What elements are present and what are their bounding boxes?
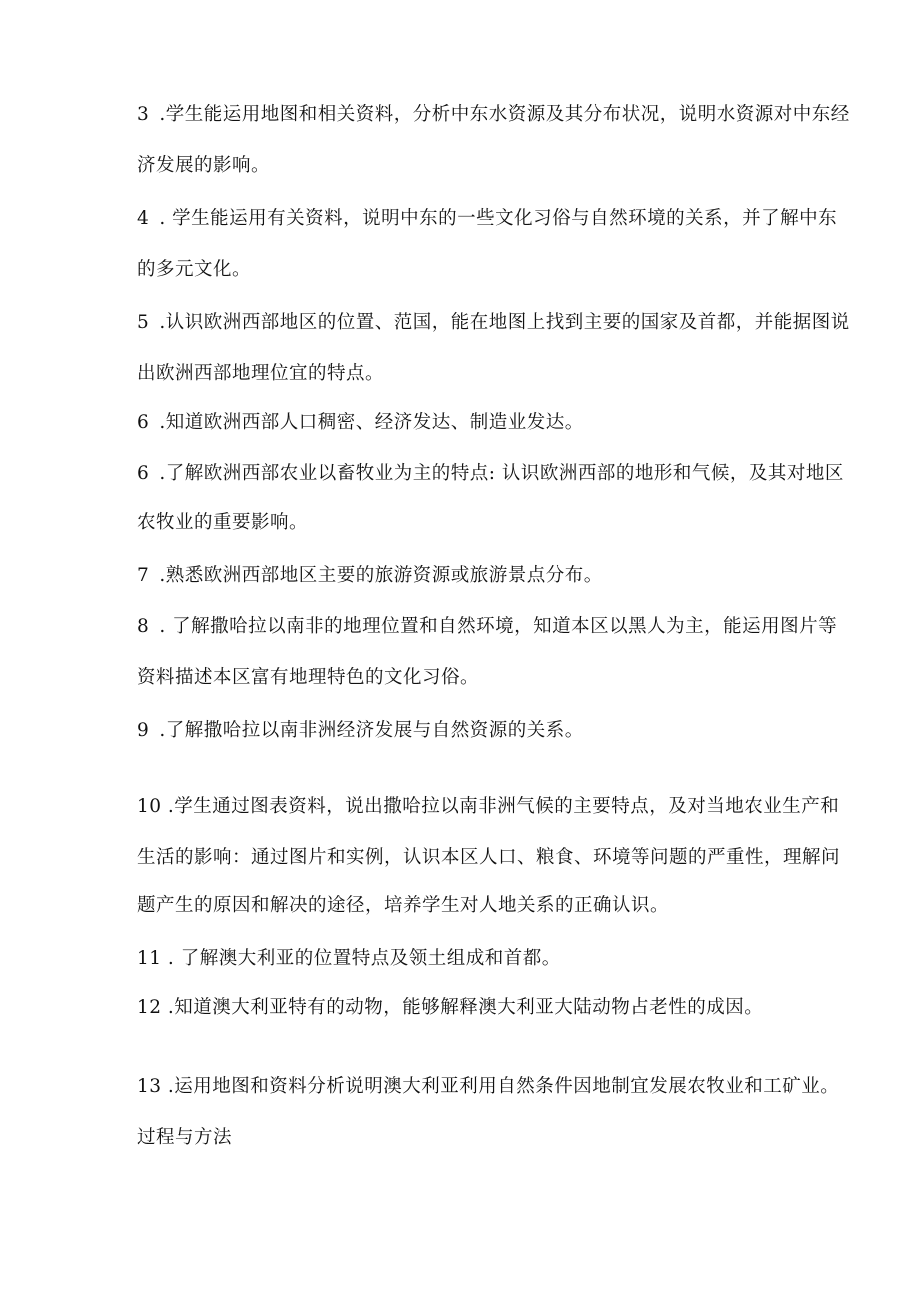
item-text: .认识欧洲西部地区的位置、范国，能在地图上找到主要的国家及首都，并能据图说 bbox=[153, 312, 850, 333]
item-4-line-1 bbox=[137, 206, 897, 232]
item-text: .了解欧洲西部农业以畜牧业为主的特点: 认识欧洲西部的地形和气候，及其对地区 bbox=[153, 463, 844, 484]
item-8-line-1 bbox=[137, 614, 897, 640]
item-number: 12 bbox=[137, 997, 162, 1018]
item-10-line-2: 生活的影响：通过图片和实例，认识本区人口、粮食、环境等问题的严重性，理解问 bbox=[137, 847, 841, 868]
item-3-line-1 bbox=[137, 102, 897, 128]
item-number: 5 bbox=[137, 312, 150, 333]
item-6b-line-1 bbox=[137, 461, 897, 487]
item-10-line-3: 题产生的原因和解决的途径，培养学生对人地关系的正确认识。 bbox=[137, 895, 670, 916]
item-8-line-2: 资料描述本区富有地理特色的文化习俗。 bbox=[137, 667, 480, 688]
item-number: 4 bbox=[137, 208, 150, 229]
item-number: 6 bbox=[137, 463, 150, 484]
item-text: . 了解撒哈拉以南非的地理位置和自然环境，知道本区以黑人为主，能运用图片等 bbox=[153, 616, 838, 637]
item-6b-line-2: 农牧业的重要影响。 bbox=[137, 512, 309, 533]
item-12-line-1 bbox=[137, 995, 897, 1021]
item-number: 7 bbox=[137, 565, 150, 586]
item-4-line-2: 的多元文化。 bbox=[137, 259, 252, 280]
item-number: 8 bbox=[137, 616, 150, 637]
item-text: . 学生能运用有关资料，说明中东的一些文化习俗与自然环境的关系，并了解中东 bbox=[153, 208, 838, 229]
item-number: 3 bbox=[137, 104, 150, 125]
section-heading: 过程与方法 bbox=[137, 1127, 233, 1148]
item-text: .知道澳大利亚特有的动物，能够解释澳大利亚大陆动物占老性的成因。 bbox=[161, 997, 764, 1018]
item-number: 13 bbox=[137, 1076, 162, 1097]
item-number: 9 bbox=[137, 720, 150, 741]
item-text: . 了解澳大利亚的位置特点及领土组成和首都。 bbox=[161, 948, 561, 969]
item-6a-line-1 bbox=[137, 410, 897, 436]
item-10-line-1 bbox=[137, 794, 897, 820]
item-text: .熟悉欧洲西部地区主要的旅游资源或旅游景点分布。 bbox=[153, 565, 603, 586]
item-13-line-1 bbox=[137, 1074, 897, 1100]
item-text: .学生通过图表资料，说出撒哈拉以南非洲气候的主要特点，及对当地农业生产和 bbox=[161, 796, 840, 817]
item-text: .了解撒哈拉以南非洲经济发展与自然资源的关系。 bbox=[153, 720, 584, 741]
item-9-line-1 bbox=[137, 718, 897, 744]
item-11-line-1 bbox=[137, 946, 897, 972]
item-number: 6 bbox=[137, 412, 150, 433]
item-text: .知道欧洲西部人口稠密、经济发达、制造业发达。 bbox=[153, 412, 584, 433]
item-3-line-2: 济发展的影响。 bbox=[137, 155, 271, 176]
item-number: 11 bbox=[137, 948, 162, 969]
item-5-line-2: 出欧洲西部地理位宜的特点。 bbox=[137, 363, 385, 384]
item-text: .运用地图和资料分析说明澳大利亚利用自然条件因地制宜发展农牧业和工矿业。 bbox=[161, 1076, 840, 1097]
item-5-line-1 bbox=[137, 310, 897, 336]
item-text: .学生能运用地图和相关资料，分析中东水资源及其分布状况，说明水资源对中东经 bbox=[153, 104, 850, 125]
item-7-line-1 bbox=[137, 563, 897, 589]
item-number: 10 bbox=[137, 796, 162, 817]
